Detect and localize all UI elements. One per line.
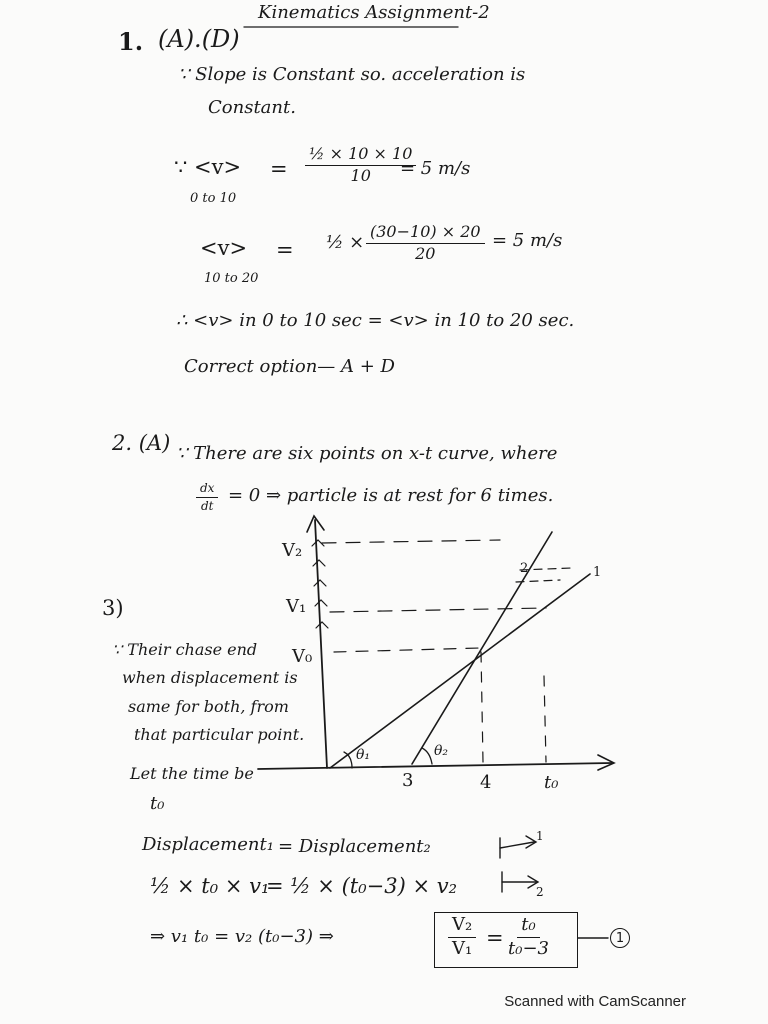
box-right-den: t₀−3 [508,937,549,959]
q3-note1: ∵ Their chase end [112,640,258,659]
box-left-den: V₁ [452,937,473,959]
theta1-arc [344,752,352,768]
box-right-fraction [508,916,549,959]
q2-line2: = 0 ⇒ particle is at rest for 6 times. [228,485,554,506]
q3-heading: 3) [102,596,124,620]
q1-avg2-eq: = [276,238,294,262]
q1-number: 1. [118,27,144,56]
graph-angle-theta2: θ₂ [434,743,449,759]
box-right-num: t₀ [517,916,539,938]
t0-dashed [544,676,546,762]
assignment-title: Kinematics Assignment-2 [258,2,490,23]
q1-avg1-numerator: ½ × 10 × 10 [305,146,416,166]
graph-line-tag-1: 1 [593,565,602,580]
q1-options: (A).(D) [158,25,240,53]
q1-conclusion: ∴ <v> in 0 to 10 sec = <v> in 10 to 20 sec. [176,310,575,331]
q2-derivative-num: dx [196,482,218,498]
graph-line-tag-2: 2 [520,561,529,576]
line-2 [412,532,552,764]
q1-line1: ∵ Slope is Constant so. acceleration is [178,64,526,85]
y-tick-arrow [315,600,327,606]
q1-avg2-coef: ½ × [326,232,365,253]
y-tick-arrow [313,560,325,566]
y-tick-arrow [316,622,328,628]
t4-dashed [481,652,483,762]
y-tick-arrow [314,580,326,586]
graph-y-label-v0: V₀ [292,646,313,667]
q1-avg1-denominator: 10 [350,165,371,185]
q1-avg1-lhs: ∵ <v> [174,155,242,179]
q1-avg2-lhs: <v> [200,236,248,260]
q2-heading: 2. (A) [112,431,171,455]
graph-x-label-t0: t₀ [544,772,559,793]
graph-y-label-v1: V₁ [286,596,307,617]
q1-avg1-eq: = [270,157,288,181]
line-1 [330,574,590,768]
disp-lhs: Displacement₁ [142,834,274,855]
q3-let-line1: Let the time be [130,764,254,783]
q3-note2: when displacement is [122,668,298,687]
box-equals: = [486,926,504,950]
q1-avg2-range: 10 to 20 [204,271,259,286]
disp-arrow-tag-1: 1 [536,829,544,843]
eq3: ⇒ v₁ t₀ = v₂ (t₀−3) ⇒ [150,926,334,947]
q3-note4: that particular point. [134,725,305,744]
graph-x-label-4: 4 [480,772,492,793]
q2-derivative-den: dt [200,498,214,513]
q1-correct-option: Correct option— A + D [184,356,395,377]
disp-arrow-1 [500,842,534,848]
q1-avg1-range: 0 to 10 [190,191,237,206]
q1-line2: Constant. [208,97,296,118]
disp-rhs: = Displacement₂ [278,836,431,857]
x-axis [258,763,612,769]
v0-dashed [334,648,480,652]
graph-angle-theta1: θ₁ [356,747,371,763]
graph-x-label-3: 3 [402,770,414,791]
v2-dashed [322,540,500,543]
q2-line1: ∵ There are six points on x-t curve, where [176,443,558,464]
graph-y-label-v2: V₂ [282,540,303,561]
q3-let-line2: t₀ [150,793,165,814]
q3-note3: same for both, from [128,697,289,716]
disp-arrow-tag-2: 2 [536,885,544,899]
y-axis [315,520,327,768]
equation-number-badge: 1 [610,928,630,948]
v1-dashed [330,608,546,612]
eq2-rhs: = ½ × (t₀−3) × v₂ [266,874,457,898]
box-left-fraction [448,916,476,959]
q1-avg2-result: = 5 m/s [492,230,563,251]
eq2-lhs: ½ × t₀ × v₁ [150,874,270,898]
q1-avg2-denominator: 20 [415,243,436,263]
box-left-num: V₂ [448,916,476,938]
q1-avg1-result: = 5 m/s [400,158,471,179]
q1-avg2-numerator: (30−10) × 20 [366,224,485,244]
theta2-arc [422,748,432,764]
scanner-watermark: Scanned with CamScanner [504,993,686,1010]
